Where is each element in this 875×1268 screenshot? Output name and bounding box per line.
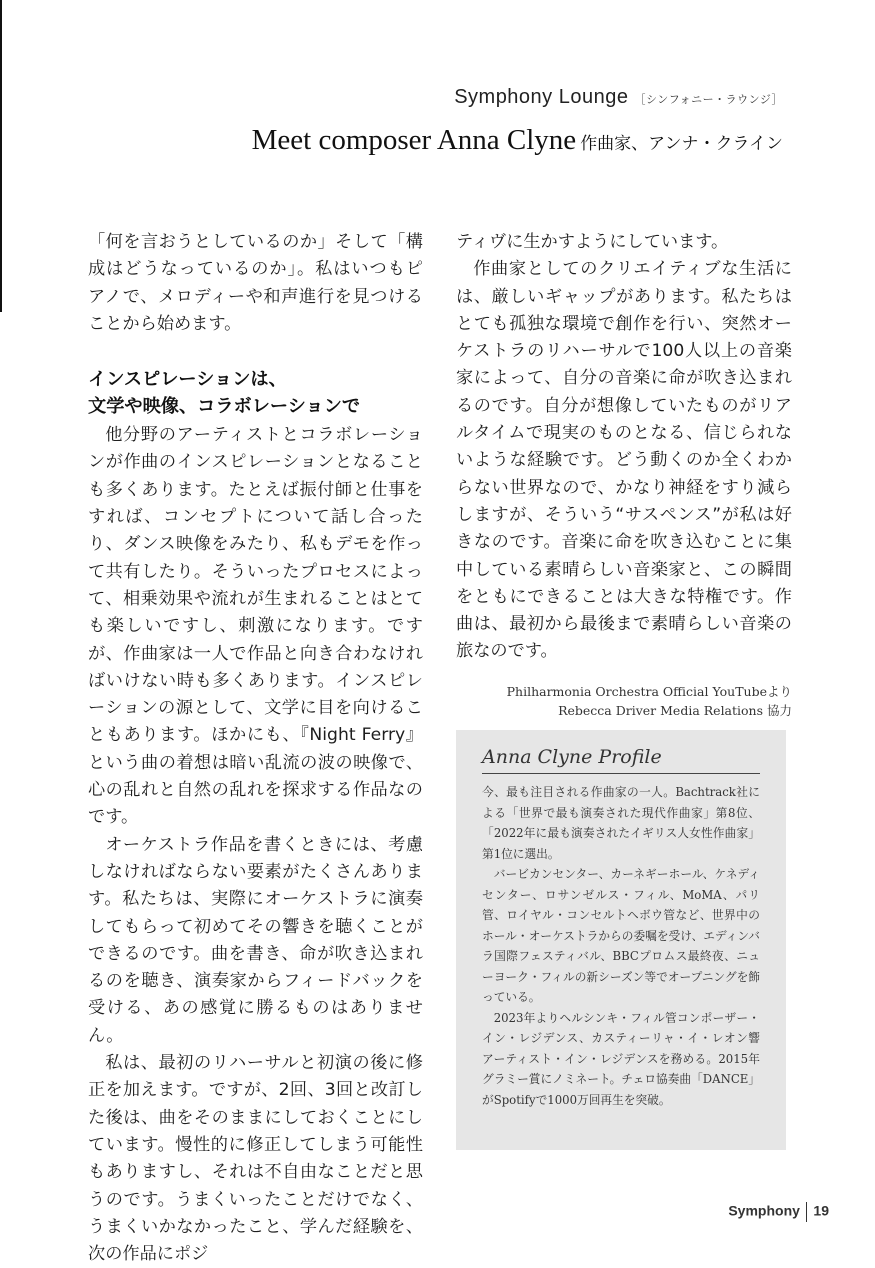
paragraph: 他分野のアーティストとコラボレーションが作曲のインスピレーションとなることも多くあります。たとえば振付師と仕事をすれば、コンセプトについて話し合ったり、ダンス映像をみたり、私もデモを作って共有したり。そういったプロセスによって、相乗効果や流れが生まれることはとても楽しいですし、刺激になります。ですが、作曲家は一人で作品と向き合わなければいけない時も多くあります。インスピレーションの源として、文学に目を向けることもあります。ほかにも、『Night Ferry』という曲の着想は暗い乱流の波の映像で、心の乱れと自然の乱れを探求する作品なのです。: [88, 425, 423, 828]
series-title: [454, 86, 783, 109]
profile-paragraph: バービカンセンター、カーネギーホール、ケネディセンター、ロサンゼルス・フィル、MoMA、パリ管、ロイヤル・コンセルトヘボウ管など、世界中のホール・オーケストラからの委嘱を受け、エディンバラ国際フェスティバル、BBCプロムス最終夜、ニューヨーク・フィルの新シーズン等でオープニングを飾っている。: [482, 867, 760, 1004]
series-subtitle: ［シンフォニー・ラウンジ］: [634, 93, 783, 106]
profile-title: Anna Clyne Profile: [482, 746, 760, 774]
headline-english: Meet composer Anna Clyne: [251, 124, 577, 156]
profile-paragraph: 2023年よりヘルシンキ・フィル管コンポーザー・イン・レジデンス、カスティーリャ・イ・レオン響アーティスト・イン・レジデンスを務める。2015年グラミー賞にノミネート。チェロ協奏曲「DANCE」がSpotifyで1000万回再生を突破。: [482, 1010, 760, 1107]
right-column: [456, 229, 792, 720]
profile-paragraph: 今、最も注目される作曲家の一人。Bachtrack社による「世界で最も演奏された現代作曲家」第8位、「2022年に最も演奏されたイギリス人女性作曲家」第1位に選出。: [482, 785, 760, 861]
article-headline: [252, 124, 783, 157]
magazine-name: Symphony: [728, 1202, 800, 1219]
footer-divider: [806, 1202, 808, 1222]
paragraph: 作曲家としてのクリエイティブな生活には、厳しいギャップがあります。私たちはとても孤独な環境で創作を行い、突然オーケストラのリハーサルで100人以上の音楽家によって、自分の音楽に命が吹き込まれるのです。自分が想像していたものがリアルタイムで現実のものとなる、信じられないような経験です。どう動くのか全くわからない世界なので、かなり神経をすり減らしますが、そういう“サスペンス”が私は好きなのです。音楽に命を吹き込むことに集中している素晴らしい音楽家と、この瞬間をともにできることは大きな特権です。作曲は、最初から最後まで素晴らしい音楽の旅なのです。: [456, 259, 792, 662]
paragraph: 私は、最初のリハーサルと初演の後に修正を加えます。ですが、2回、3回と改訂した後は、曲をそのままにしておくことにしています。慢性的に修正してしまう可能性もありますし、それは不自由なことだと思うのです。うまくいったことだけでなく、うまくいかなかったこと、学んだ経験を、次の作品にポジ: [88, 1053, 423, 1265]
paragraph: オーケストラ作品を書くときには、考慮しなければならない要素がたくさんあります。私たちは、実際にオーケストラに演奏してもらって初めてその響きを聴くことができるのです。曲を書き、命が吹き込まれるのを聴き、演奏家からフィードバックを受ける、あの感覚に勝るものはありません。: [88, 834, 423, 1046]
credits: [456, 682, 792, 720]
paragraph: ティヴに生かすようにしています。: [456, 232, 729, 252]
credit-line: Rebecca Driver Media Relations 協力: [558, 702, 792, 718]
credit-line: Philharmonia Orchestra Official YouTubeより: [506, 683, 792, 699]
section-heading: [88, 366, 423, 420]
heading-line: インスピレーションは、: [88, 369, 287, 391]
page-number: 19: [813, 1202, 829, 1219]
page-edge-rule: [0, 0, 2, 312]
headline-japanese: 作曲家、アンナ・クライン: [580, 134, 783, 154]
series-name: Symphony Lounge: [454, 86, 629, 108]
profile-box: [456, 730, 786, 1150]
left-column: [88, 229, 423, 1268]
page-footer: [728, 1202, 829, 1222]
paragraph: 「何を言おうとしているのか」そして「構成はどうなっているのか」。私はいつもピアノで、メロディーや和声進行を見つけることから始めます。: [88, 232, 423, 334]
heading-line: 文学や映像、コラボレーションで: [88, 396, 361, 418]
